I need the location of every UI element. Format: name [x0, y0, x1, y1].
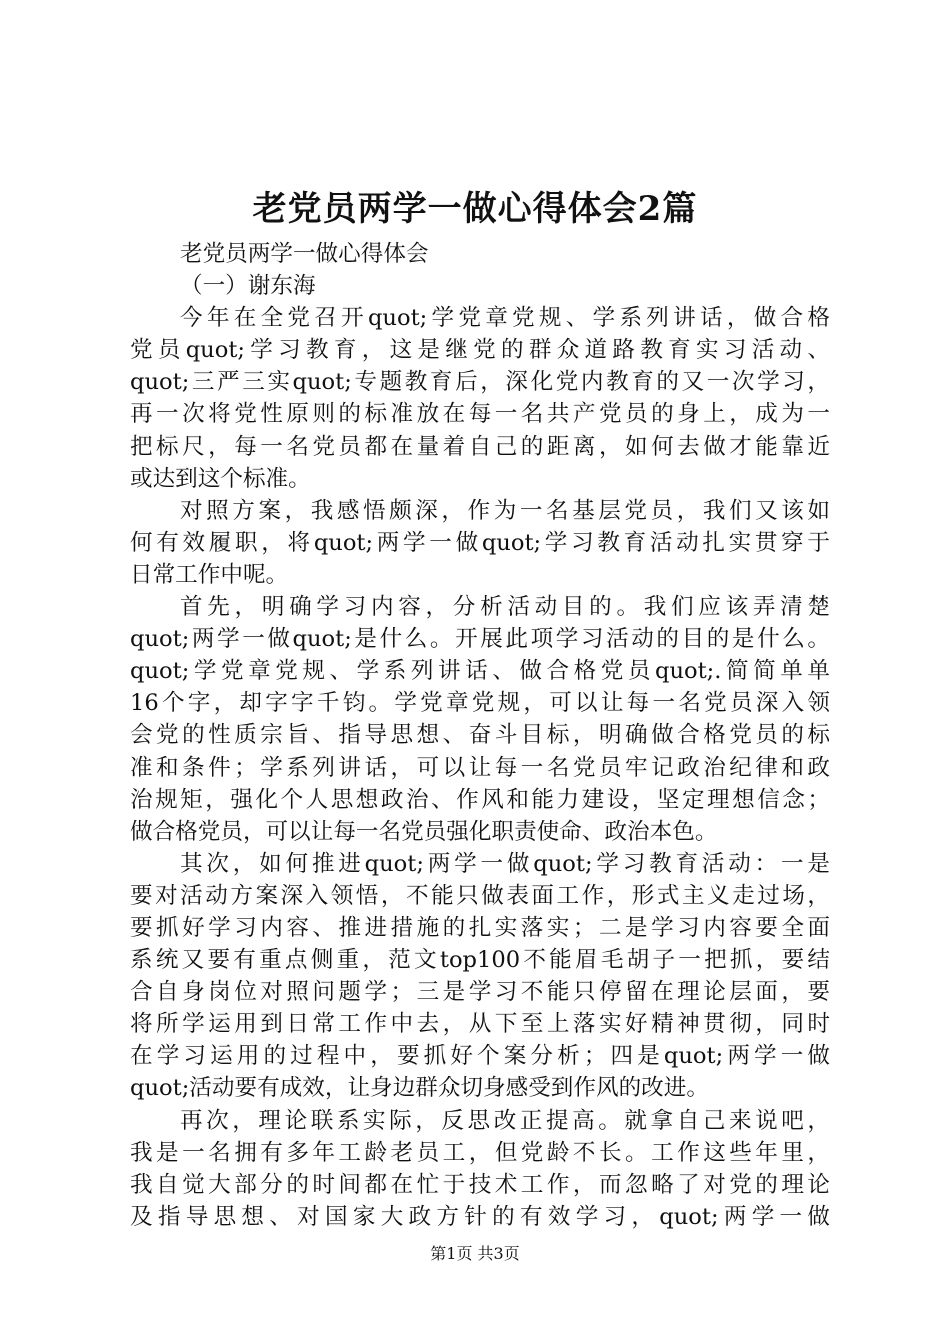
paragraph-line: 再次，理论联系实际，反思改正提高。就拿自己来说吧，	[180, 1107, 830, 1134]
paragraph-line: 做合格党员，可以让每一名党员强化职责使命、政治本色。	[130, 818, 718, 845]
paragraph-line: 今年在全党召开quot;学党章党规、学系列讲话，做合格	[180, 305, 830, 332]
paragraph-line: quot;三严三实quot;专题教育后，深化党内教育的又一次学习，	[130, 369, 830, 396]
paragraph-line: 何有效履职，将quot;两学一做quot;学习教育活动扎实贯穿于	[130, 529, 830, 556]
page-footer: 第1页 共3页	[430, 1244, 520, 1263]
paragraph-line: 在学习运用的过程中，要抓好个案分析；四是quot;两学一做	[130, 1043, 830, 1070]
paragraph-line: 将所学运用到日常工作中去，从下至上落实好精神贯彻，同时	[130, 1011, 830, 1038]
paragraph-line: 再一次将党性原则的标准放在每一名共产党员的身上，成为一	[130, 401, 830, 428]
paragraph-line: 系统又要有重点侧重，范文top100不能眉毛胡子一把抓，要结	[130, 947, 830, 974]
paragraph-line: 准和条件；学系列讲话，可以让每一名党员牢记政治纪律和政	[130, 754, 830, 781]
paragraph-line: 对照方案，我感悟颇深，作为一名基层党员，我们又该如	[180, 497, 830, 524]
paragraph-line: 我自觉大部分的时间都在忙于技术工作，而忽略了对党的理论	[130, 1171, 830, 1198]
paragraph-line: 其次，如何推进quot;两学一做quot;学习教育活动：一是	[180, 850, 830, 877]
paragraph-line: 要抓好学习内容、推进措施的扎实落实；二是学习内容要全面	[130, 914, 830, 941]
paragraph-line: 首先，明确学习内容，分析活动目的。我们应该弄清楚	[180, 594, 830, 621]
document-subtitle: 老党员两学一做心得体会	[180, 241, 429, 267]
document-title: 老党员两学一做心得体会2篇	[252, 189, 698, 229]
document-author: （一）谢东海	[180, 273, 316, 300]
paragraph-line: quot;两学一做quot;是什么。开展此项学习活动的目的是什么。	[130, 626, 830, 653]
paragraph-line: quot;学党章党规、学系列讲话、做合格党员quot;.简简单单	[130, 658, 830, 685]
paragraph-line: quot;活动要有成效，让身边群众切身感受到作风的改进。	[130, 1075, 709, 1102]
paragraph-line: 16个字，却字字千钧。学党章党规，可以让每一名党员深入领	[130, 690, 830, 717]
paragraph-line: 党员quot;学习教育，这是继党的群众道路教育实习活动、	[130, 337, 830, 364]
paragraph	[130, 848, 830, 1105]
paragraph	[130, 495, 830, 591]
paragraph	[130, 591, 830, 848]
paragraph-line: 要对活动方案深入领悟，不能只做表面工作，形式主义走过场，	[130, 882, 830, 909]
paragraph-list	[130, 302, 830, 1233]
paragraph-line: 或达到这个标准。	[130, 465, 311, 492]
paragraph-line: 我是一名拥有多年工龄老员工，但党龄不长。工作这些年里，	[130, 1139, 830, 1166]
document-body	[130, 238, 830, 1233]
paragraph-line: 把标尺，每一名党员都在量着自己的距离，如何去做才能靠近	[130, 433, 830, 460]
paragraph	[130, 1105, 830, 1233]
paragraph-line: 日常工作中呢。	[130, 561, 289, 588]
paragraph-line: 治规矩，强化个人思想政治、作风和能力建设，坚定理想信念；	[130, 786, 830, 813]
paragraph-line: 及指导思想、对国家大政方针的有效学习，quot;两学一做	[130, 1203, 830, 1230]
paragraph-line: 合自身岗位对照问题学；三是学习不能只停留在理论层面，要	[130, 979, 830, 1006]
paragraph-line: 会党的性质宗旨、指导思想、奋斗目标，明确做合格党员的标	[130, 722, 830, 749]
paragraph	[130, 302, 830, 495]
